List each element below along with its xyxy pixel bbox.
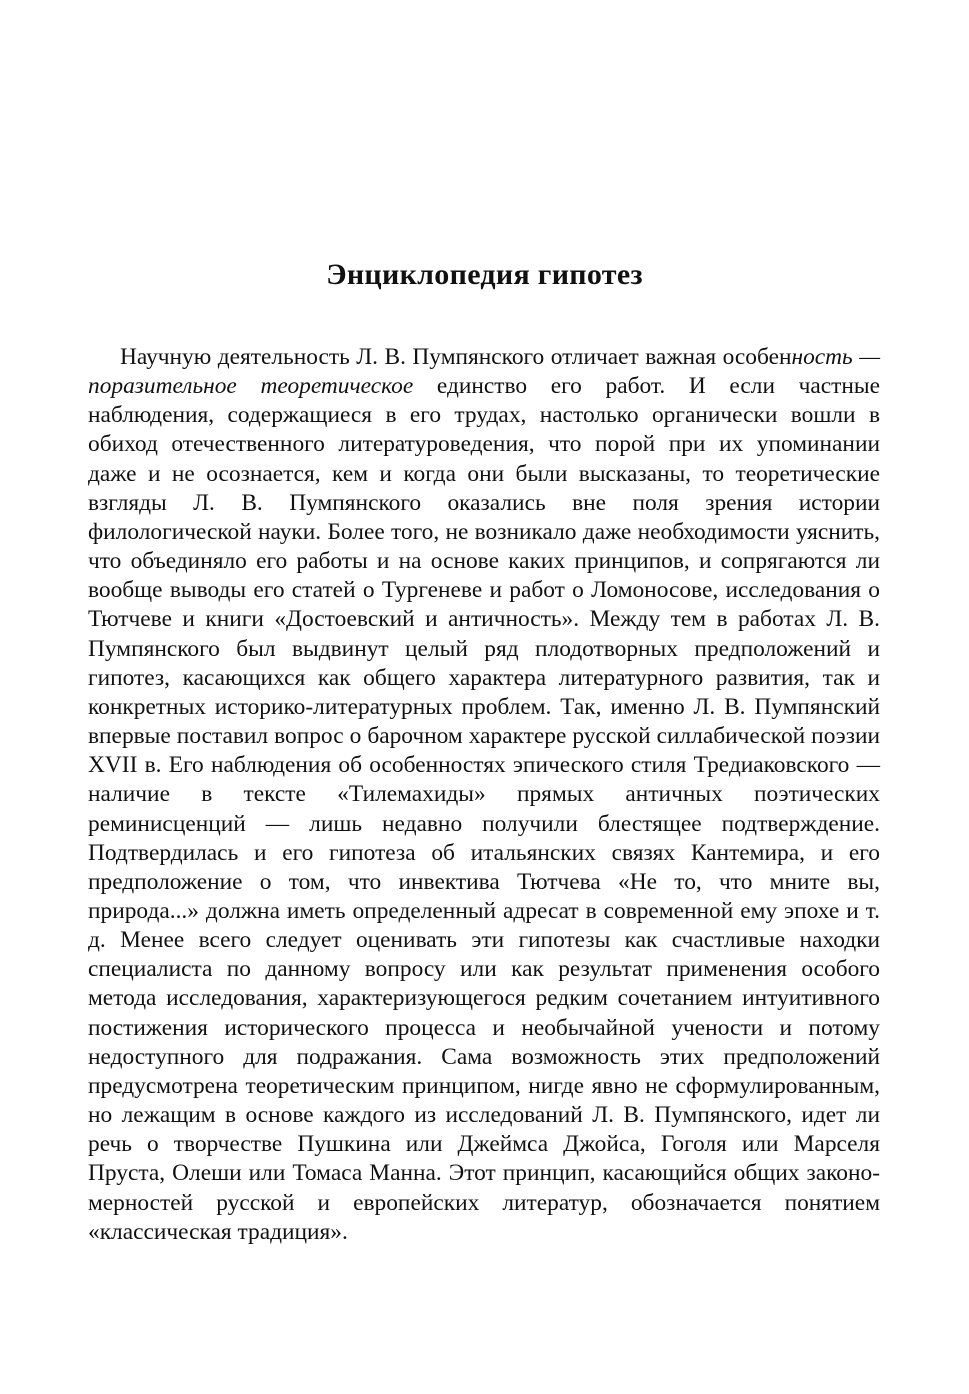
paragraph-italic: ность — поразительное теоретическое [88, 344, 880, 400]
paragraph-rest: единство его работ. И если частные наблюдения, содержащиеся в его трудах, настолько органически вошли в обиход отечественного литературоведения, что порой при их упоминании даже и не осознается, кем и когда они были высказаны, то теоретические взгляды Л. В. Пумпянского оказались вне поля зрения истории филологической науки. Более того, не возникало даже необходимости уяснить, что объединяло его работы и на основе каких принципов, и сопрягаются ли вообще выводы его статей о Тургеневе и работ о Ломоносове, исследования о Тютчеве и книги «Достоевский и античность». Между тем в работах Л. В. Пумпянского был выдвинут целый ряд плодотворных предположений и гипотез, касающихся как общего характера литературного развития, так и конкретных историко-литературных проблем. Так, именно Л. В. Пумпянский впервые поставил вопрос о барочном характере русской силлабической поэзии XVII в. Его наблюдения об особенностях эпического стиля Тредиаковского — наличие в тексте «Тилемахиды» прямых античных поэтических реминисценций — лишь недавно получили блестящее подтверждение. Подтвердилась и его гипотеза об итальянских связях Кантемира, и его предположение о том, что инвектива Тютчева «Не то, что мните вы, природа...» должна иметь определенный адресат в современной ему эпохе и т. д. Менее всего следует оценивать эти гипотезы как счастливые находки специалиста по данному вопросу или как результат применения особого метода исследования, характеризующегося редким сочетанием интуитивного постижения исторического процесса и необычайной учености и потому недоступного для подражания. Сама возможность этих предположений предусмотрена теоретическим принципом, нигде явно не сформулированным, но лежащим в основе каждого из исследований Л. В. Пумпянского, идет ли речь о творчестве Пушкина или Джеймса Джойса, Гоголя или Марселя Пруста, Олеши или Томаса Манна. Этот принцип, касающийся общих закономерностей русской и европейских литератур, обозначается понятием «классическая традиция». [88, 373, 880, 1245]
paragraph-lead: Научную деятельность Л. В. Пумпянского отличает важная особен [120, 344, 792, 370]
body-paragraph [88, 343, 880, 1247]
chapter-title: Энциклопедия гипотез [326, 258, 643, 291]
